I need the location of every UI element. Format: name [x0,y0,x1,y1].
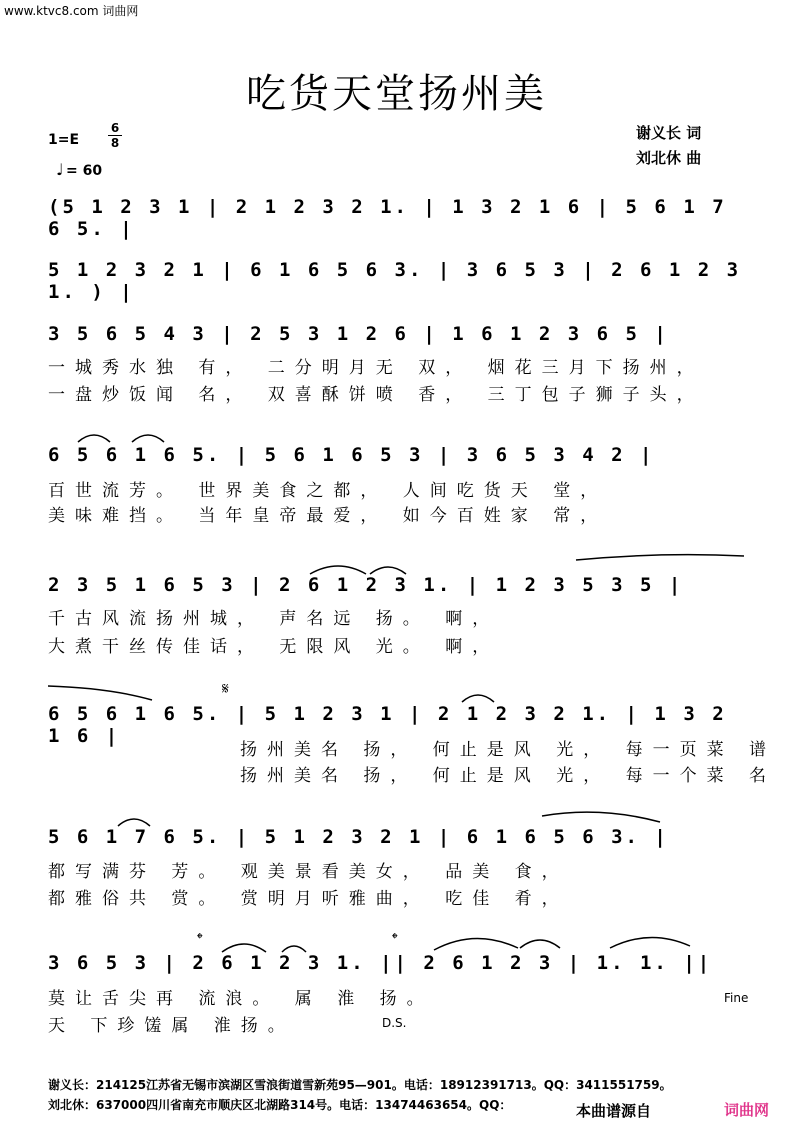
lyric-line: 美味难挡。 当年皇帝最爱， 如今百姓家 常， [48,506,608,526]
dal-segno-mark: D.S. [382,1016,407,1030]
lyric-line: 莫让舌尖再 流浪。 属 淮 扬。 [48,989,434,1009]
key-signature: 1=E [48,132,80,148]
song-title: 吃货天堂扬州美 [246,71,547,117]
lyric-line: 百世流芳。 世界美食之都， 人间吃货天 堂， [48,481,608,501]
slur-arc [610,937,690,948]
phrase-arc [576,555,744,560]
quarter-note-icon: ♩ [56,160,64,179]
lyric-line: 天 下珍馐属 淮扬。 [48,1016,295,1036]
notation-row-notes: 5 6 1 7 6 5. | 5 1 2 3 2 1 | 6 1 6 5 6 3. | [48,826,669,848]
slur-arc [282,946,306,952]
segno-icon: 𝄋 [222,679,229,698]
composer-credit: 刘北休 曲 [636,149,702,167]
footer-lyricist-contact: 谢义长：214125江苏省无锡市滨湖区雪浪街道雪新苑95—901。电话：18912391713。QQ：3411551759。 [48,1078,672,1092]
coda-icon: 𝄌 [197,929,203,948]
slur-arc [78,435,110,442]
coda-icon: 𝄌 [392,929,398,948]
slur-arc [132,435,164,442]
slur-arc [370,567,406,574]
notation-row-notes: 3 5 6 5 4 3 | 2 5 3 1 2 6 | 1 6 1 2 3 6 5 | [48,323,669,345]
lyric-line: 大煮干丝传佳话， 无限风 光。 啊， [48,637,500,657]
lyric-line: 都写满芬 芳。 观美景看美女， 品美 食， [48,862,569,882]
lyric-line: 都雅俗共 赏。 赏明月听雅曲， 吃佳 肴， [48,889,569,909]
lyricist-credit: 谢义长 词 [636,124,702,142]
lyric-line: 扬州美名 扬， 何止是风 光， 每一个菜 名 [240,766,777,786]
source-badge: 本曲谱源自 [576,1102,652,1120]
lyric-line: 扬州美名 扬， 何止是风 光， 每一页菜 谱 [240,740,777,760]
slur-arc [434,938,518,950]
footer-composer-contact: 刘北休：637000四川省南充市顺庆区北湖路314号。电话：13474463654。QQ： [48,1098,512,1112]
notation-row-notes: 3 6 5 3 | 2 6 1 2 3 1. || 2 6 1 2 3 | 1. 1. || [48,952,713,974]
lyric-line: 千古风流扬州城， 声名远 扬。 啊， [48,609,500,629]
time-sig-top: 6 [110,121,120,135]
notation-row-notes: 6 5 6 1 6 5. | 5 1 2 3 1 | 2 1 2 3 2 1. | 1 3 2 1 6 | [48,703,727,747]
tempo-marking: = 60 [66,163,103,179]
lyric-line: 一盘炒饭闻 名， 双喜酥饼喷 香， 三丁包子狮子头， [48,385,704,405]
lyric-line: 一城秀水独 有， 二分明月无 双， 烟花三月下扬州， [48,358,704,378]
slur-arc [462,695,494,702]
slur-arc [520,940,560,948]
watermark: www.ktvc8.com 词曲网 [4,4,139,18]
time-sig-bottom: 8 [108,135,122,150]
fine-mark: Fine [724,991,749,1005]
phrase-arc [542,812,660,822]
phrase-arc [48,686,152,700]
notation-row-notes: (5 1 2 3 1 | 2 1 2 3 2 1. | 1 3 2 1 6 | 5 6 1 7 6 5. | [48,196,727,240]
notation-row-notes: 2 3 5 1 6 5 3 | 2 6 1 2 3 1. | 1 2 3 5 3 5 | [48,574,684,596]
site-logo[interactable]: 词曲网 [724,1101,770,1119]
notation-row-notes: 5 1 2 3 2 1 | 6 1 6 5 6 3. | 3 6 5 3 | 2 6 1 2 3 1. ) | [48,259,742,303]
slur-arc [118,819,150,826]
slur-arc [310,566,366,574]
slur-arc [222,944,266,952]
notation-row-notes: 6 5 6 1 6 5. | 5 6 1 6 5 3 | 3 6 5 3 4 2 | [48,444,655,466]
